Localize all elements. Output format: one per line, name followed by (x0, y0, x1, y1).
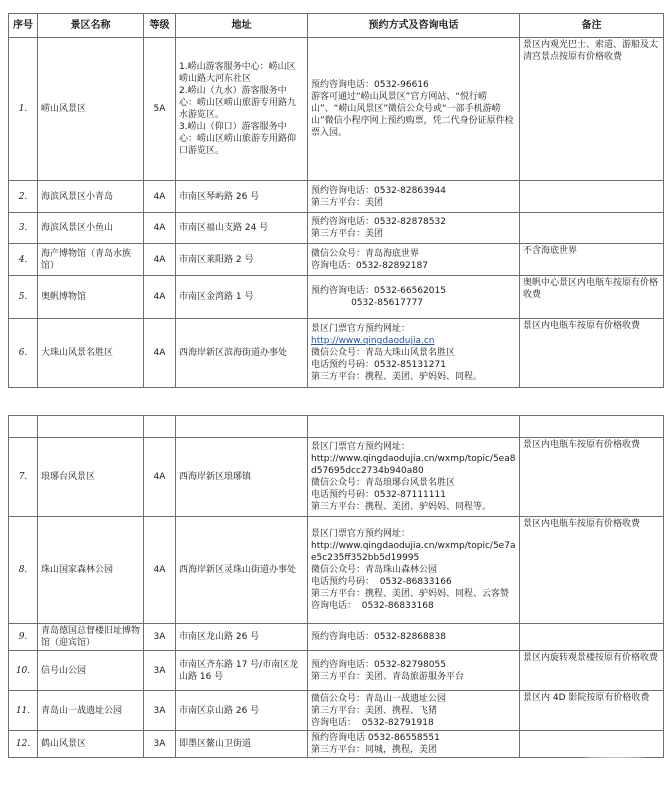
address-cell-line: 西海岸新区灵珠山街道办事处 (179, 565, 297, 575)
row-number: 10. (9, 651, 38, 691)
contact-cell-line: 第三方平台：美团、青岛旅游服务平台 (311, 671, 465, 682)
scenic-name: 鹤山风景区 (38, 731, 144, 758)
contact-cell-line: 游客可通过“崂山风景区”官方网站、“悦行崂山”、“崂山风景区”微信公众号或“一部手机游崂山”微信小程序网上预约购票，凭二代身份证原件检票入园。 (311, 92, 514, 138)
contact-cell-line: 电话预约号码：0532-85131271 (311, 360, 446, 370)
note-cell-line: 景区内电瓶车按原有价格收费 (523, 440, 641, 450)
contact-cell-line: 景区门票官方预约网址： (311, 324, 411, 334)
table-row (9, 276, 664, 319)
note-cell (520, 517, 664, 624)
row-number: 12. (9, 731, 38, 758)
table-row (9, 244, 664, 276)
note-cell (520, 438, 664, 517)
contact-cell-line: 预约咨询电话：0532-82868838 (311, 632, 446, 642)
note-cell (520, 691, 664, 731)
blank-cell (144, 416, 176, 438)
address-cell-line: 市南区琴屿路 26 号 (179, 191, 260, 202)
contact-cell-line: 第三方平台：携程、美团、驴妈妈、同程等。 (311, 502, 492, 512)
contact-cell-line: 电话预约号码： 0532-86833166 (311, 577, 452, 587)
note-cell-line: 景区内电瓶车按原有价格收费 (523, 519, 641, 529)
address-cell-line: 1.崂山游客服务中心：崂山区崂山路大河东社区 (179, 62, 296, 84)
scenic-name: 海滨风景区小鱼山 (38, 213, 144, 244)
row-number: 3. (9, 213, 38, 244)
contact-cell-line: http://www.qingdaodujia.cn/wxmp/topic/5e7ae5c235ff352bb5d19995 (311, 541, 516, 563)
scenic-level: 3A (144, 691, 176, 731)
scenic-level: 4A (144, 244, 176, 276)
contact-cell-line: 电话预约号码：0532-87111111 (311, 490, 446, 500)
contact-cell (308, 276, 520, 319)
contact-cell-line: 微信公众号：青岛海底世界 (311, 248, 420, 259)
contact-cell-line: 咨询电话：0532-82892187 (311, 260, 428, 271)
scenic-name: 青岛德国总督楼旧址博物馆（迎宾馆） (38, 624, 144, 651)
table-row (9, 213, 664, 244)
address-cell-line: 西海岸新区琅琊镇 (179, 472, 252, 482)
contact-cell (308, 181, 520, 213)
address-cell-line: 市南区京山路 26 号 (179, 705, 260, 716)
address-cell (176, 438, 308, 517)
watermark-fade (585, 747, 645, 787)
contact-cell-line: 咨询电话： 0532-86833168 (311, 601, 434, 611)
address-cell (176, 276, 308, 319)
address-cell-line: 即墨区鳌山卫街道 (179, 739, 252, 749)
blank-cell (38, 416, 144, 438)
contact-cell-line: 景区门票官方预约网址： (311, 529, 411, 539)
row-number: 2. (9, 181, 38, 213)
contact-cell-line: 预约咨询电话：0532-82878532 (311, 217, 446, 227)
address-cell (176, 319, 308, 388)
table-row (9, 438, 664, 517)
note-cell (520, 181, 664, 213)
contact-cell (308, 38, 520, 181)
row-number: 4. (9, 244, 38, 276)
scenic-level: 3A (144, 731, 176, 758)
contact-cell-line: 第三方平台：美团 (311, 229, 384, 239)
contact-cell (308, 517, 520, 624)
header-address: 地址 (176, 14, 308, 38)
contact-cell (308, 691, 520, 731)
address-cell (176, 181, 308, 213)
address-cell-line: 市南区福山支路 24 号 (179, 223, 269, 233)
contact-cell-line: 预约咨询电话 0532-86558551 (311, 733, 440, 743)
contact-cell (308, 213, 520, 244)
address-cell-line: 3.崂山（仰口）游客服务中心：崂山区崂山旅游专用路仰口游览区。 (179, 122, 297, 156)
contact-cell (308, 319, 520, 388)
blank-header-row (9, 416, 664, 438)
address-cell (176, 651, 308, 691)
scenic-name: 海滨风景区小青岛 (38, 181, 144, 213)
contact-cell-line: 微信公众号：青岛大珠山风景名胜区 (311, 348, 456, 358)
table-row (9, 319, 664, 388)
address-cell (176, 213, 308, 244)
blank-cell (520, 416, 664, 438)
row-number: 5. (9, 276, 38, 319)
note-cell (520, 244, 664, 276)
contact-cell-line: 第三方平台：美团 (311, 197, 384, 208)
blank-cell (308, 416, 520, 438)
address-cell-line: 市南区金湾路 1 号 (179, 292, 254, 302)
address-cell (176, 38, 308, 181)
row-number: 11. (9, 691, 38, 731)
contact-cell-line: 第三方平台：同城，携程，美团 (311, 745, 438, 755)
scenic-level: 4A (144, 276, 176, 319)
scenic-level: 3A (144, 624, 176, 651)
note-cell-line: 奥帆中心景区内电瓶车按原有价格收费 (523, 278, 659, 300)
contact-cell-line: 微信公众号：青岛琅琊台风景名胜区 (311, 478, 456, 488)
contact-cell-line: 预约咨询电话：0532-96616 (311, 80, 429, 90)
blank-cell (9, 416, 38, 438)
contact-cell-line: 0532-85617777 (311, 298, 424, 308)
scenic-name: 海产博物馆（青岛水族馆） (38, 244, 144, 276)
contact-cell (308, 624, 520, 651)
scenic-name: 大珠山风景名胜区 (38, 319, 144, 388)
note-cell-line: 不含海底世界 (523, 246, 578, 256)
address-cell (176, 624, 308, 651)
scenic-level: 4A (144, 438, 176, 517)
contact-cell-line: 预约咨询电话：0532-66562015 (311, 286, 446, 296)
note-cell-line: 景区内电瓶车按原有价格收费 (523, 321, 641, 331)
row-number: 6. (9, 319, 38, 388)
table-row (9, 624, 664, 651)
contact-cell (308, 731, 520, 758)
contact-cell-line: 第三方平台：携程、美团、驴妈妈、同程。 (311, 372, 483, 382)
scenic-level: 4A (144, 181, 176, 213)
contact-cell-line: 微信公众号：青岛山一战遗址公园 (311, 693, 447, 704)
note-cell-line: 景区内旋转观景楼按原有价格收费 (523, 653, 659, 663)
scenic-name: 崂山风景区 (38, 38, 144, 181)
note-cell (520, 624, 664, 651)
address-cell-line: 市南区龙山路 26 号 (179, 632, 260, 642)
contact-cell-line: 微信公众号：青岛珠山森林公园 (311, 565, 438, 575)
contact-cell-line: 预约咨询电话：0532-82798055 (311, 659, 446, 670)
contact-cell-line: 咨询电话： 0532-82791918 (311, 717, 434, 728)
contact-cell-line: 第三方平台：携程、美团、驴妈妈、同程、云客赞 (311, 589, 510, 599)
note-cell (520, 276, 664, 319)
contact-cell-line: 预约咨询电话：0532-82863944 (311, 185, 446, 196)
website-link[interactable]: http://www.qingdaodujia.cn (311, 336, 435, 346)
table-row (9, 38, 664, 181)
scenic-name: 珠山国家森林公园 (38, 517, 144, 624)
address-cell (176, 244, 308, 276)
table-row (9, 517, 664, 624)
address-cell-line: 市南区莱阳路 2 号 (179, 254, 254, 265)
header-level: 等级 (144, 14, 176, 38)
scenic-level: 4A (144, 517, 176, 624)
contact-cell (308, 438, 520, 517)
contact-cell (308, 244, 520, 276)
note-cell (520, 213, 664, 244)
table-row (9, 651, 664, 691)
header-no: 序号 (9, 14, 38, 38)
note-cell (520, 319, 664, 388)
scenic-level: 4A (144, 213, 176, 244)
blank-cell (176, 416, 308, 438)
scenic-table-part-2 (8, 415, 664, 758)
header-name: 景区名称 (38, 14, 144, 38)
table-row (9, 691, 664, 731)
contact-cell-line: 第三方平台：美团、携程、飞猪 (311, 705, 438, 716)
header-note: 备注 (520, 14, 664, 38)
scenic-level: 3A (144, 651, 176, 691)
row-number: 1. (9, 38, 38, 181)
scenic-name: 奥帆博物馆 (38, 276, 144, 319)
note-cell (520, 651, 664, 691)
note-cell (520, 38, 664, 181)
scenic-name: 青岛山一战遗址公园 (38, 691, 144, 731)
scenic-name: 信号山公园 (38, 651, 144, 691)
row-number: 9. (9, 624, 38, 651)
address-cell-line: 市南区齐东路 17 号/市南区龙山路 16 号 (179, 659, 299, 682)
scenic-table-part-1 (8, 13, 664, 388)
row-number: 7. (9, 438, 38, 517)
table-row (9, 181, 664, 213)
address-cell-line: 2.崂山（九水）游客服务中心：崂山区崂山旅游专用路九水游览区。 (179, 86, 297, 120)
scenic-level: 5A (144, 38, 176, 181)
address-cell (176, 691, 308, 731)
contact-cell-line: 景区门票官方预约网址： (311, 442, 411, 452)
address-cell (176, 517, 308, 624)
contact-cell-line: http://www.qingdaodujia.cn/wxmp/topic/5ea8d57695dcc2734b940a80 (311, 454, 516, 476)
table-header-row (9, 14, 664, 38)
row-number: 8. (9, 517, 38, 624)
header-contact: 预约方式及咨询电话 (308, 14, 520, 38)
address-cell-line: 西海岸新区滨海街道办事处 (179, 348, 288, 358)
note-cell-line: 景区内 4D 影院按原有价格收费 (523, 693, 650, 703)
table-row (9, 731, 664, 758)
note-cell-line: 景区内观光巴士、索道、游船及太清宫景点按原有价格收费 (523, 40, 659, 62)
scenic-level: 4A (144, 319, 176, 388)
scenic-name: 琅琊台风景区 (38, 438, 144, 517)
contact-cell (308, 651, 520, 691)
address-cell (176, 731, 308, 758)
